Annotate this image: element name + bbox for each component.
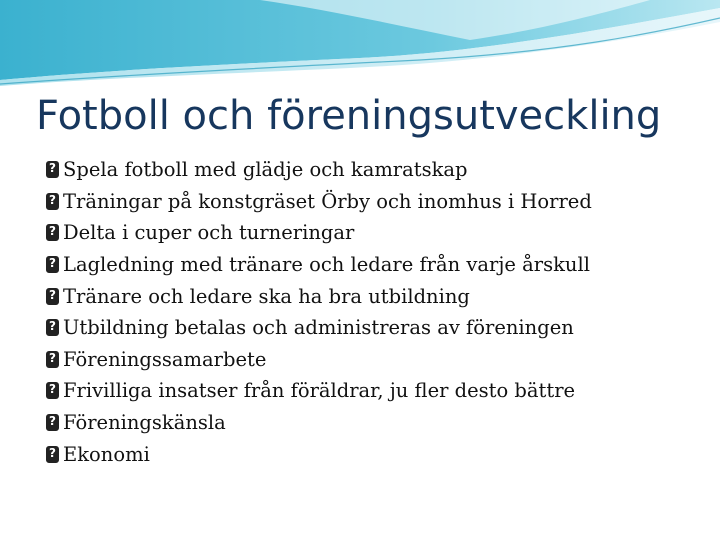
bullet-text: Ekonomi — [63, 442, 150, 466]
header-wave-decoration — [0, 0, 720, 90]
bullet-item — [46, 186, 592, 218]
missing-glyph-icon — [46, 224, 59, 241]
missing-glyph-icon — [46, 161, 59, 178]
bullet-item — [46, 438, 592, 470]
slide-title: Fotboll och föreningsutveckling — [36, 93, 662, 139]
missing-glyph-icon — [46, 446, 59, 463]
bullet-text: Föreningskänsla — [63, 411, 226, 435]
bullet-list — [46, 154, 592, 470]
bullet-text: Spela fotboll med glädje och kamratskap — [63, 158, 468, 182]
missing-glyph-icon — [46, 351, 59, 368]
bullet-text: Lagledning med tränare och ledare från varje årskull — [63, 253, 590, 277]
bullet-text: Utbildning betalas och administreras av föreningen — [63, 316, 574, 340]
bullet-text: Tränare och ledare ska ha bra utbildning — [63, 284, 470, 308]
bullet-item — [46, 249, 592, 281]
bullet-item — [46, 344, 592, 376]
bullet-text: Frivilliga insatser från föräldrar, ju fler desto bättre — [63, 379, 576, 403]
missing-glyph-icon — [46, 193, 59, 210]
bullet-text: Träningar på konstgräset Örby och inomhus i Horred — [63, 189, 592, 213]
missing-glyph-icon — [46, 414, 59, 431]
bullet-text: Delta i cuper och turneringar — [63, 221, 355, 245]
bullet-item — [46, 407, 592, 439]
missing-glyph-icon — [46, 319, 59, 336]
bullet-text: Föreningssamarbete — [63, 347, 267, 371]
bullet-item — [46, 217, 592, 249]
bullet-item — [46, 280, 592, 312]
missing-glyph-icon — [46, 256, 59, 273]
missing-glyph-icon — [46, 288, 59, 305]
missing-glyph-icon — [46, 382, 59, 399]
bullet-item — [46, 312, 592, 344]
bullet-item — [46, 375, 592, 407]
bullet-item — [46, 154, 592, 186]
